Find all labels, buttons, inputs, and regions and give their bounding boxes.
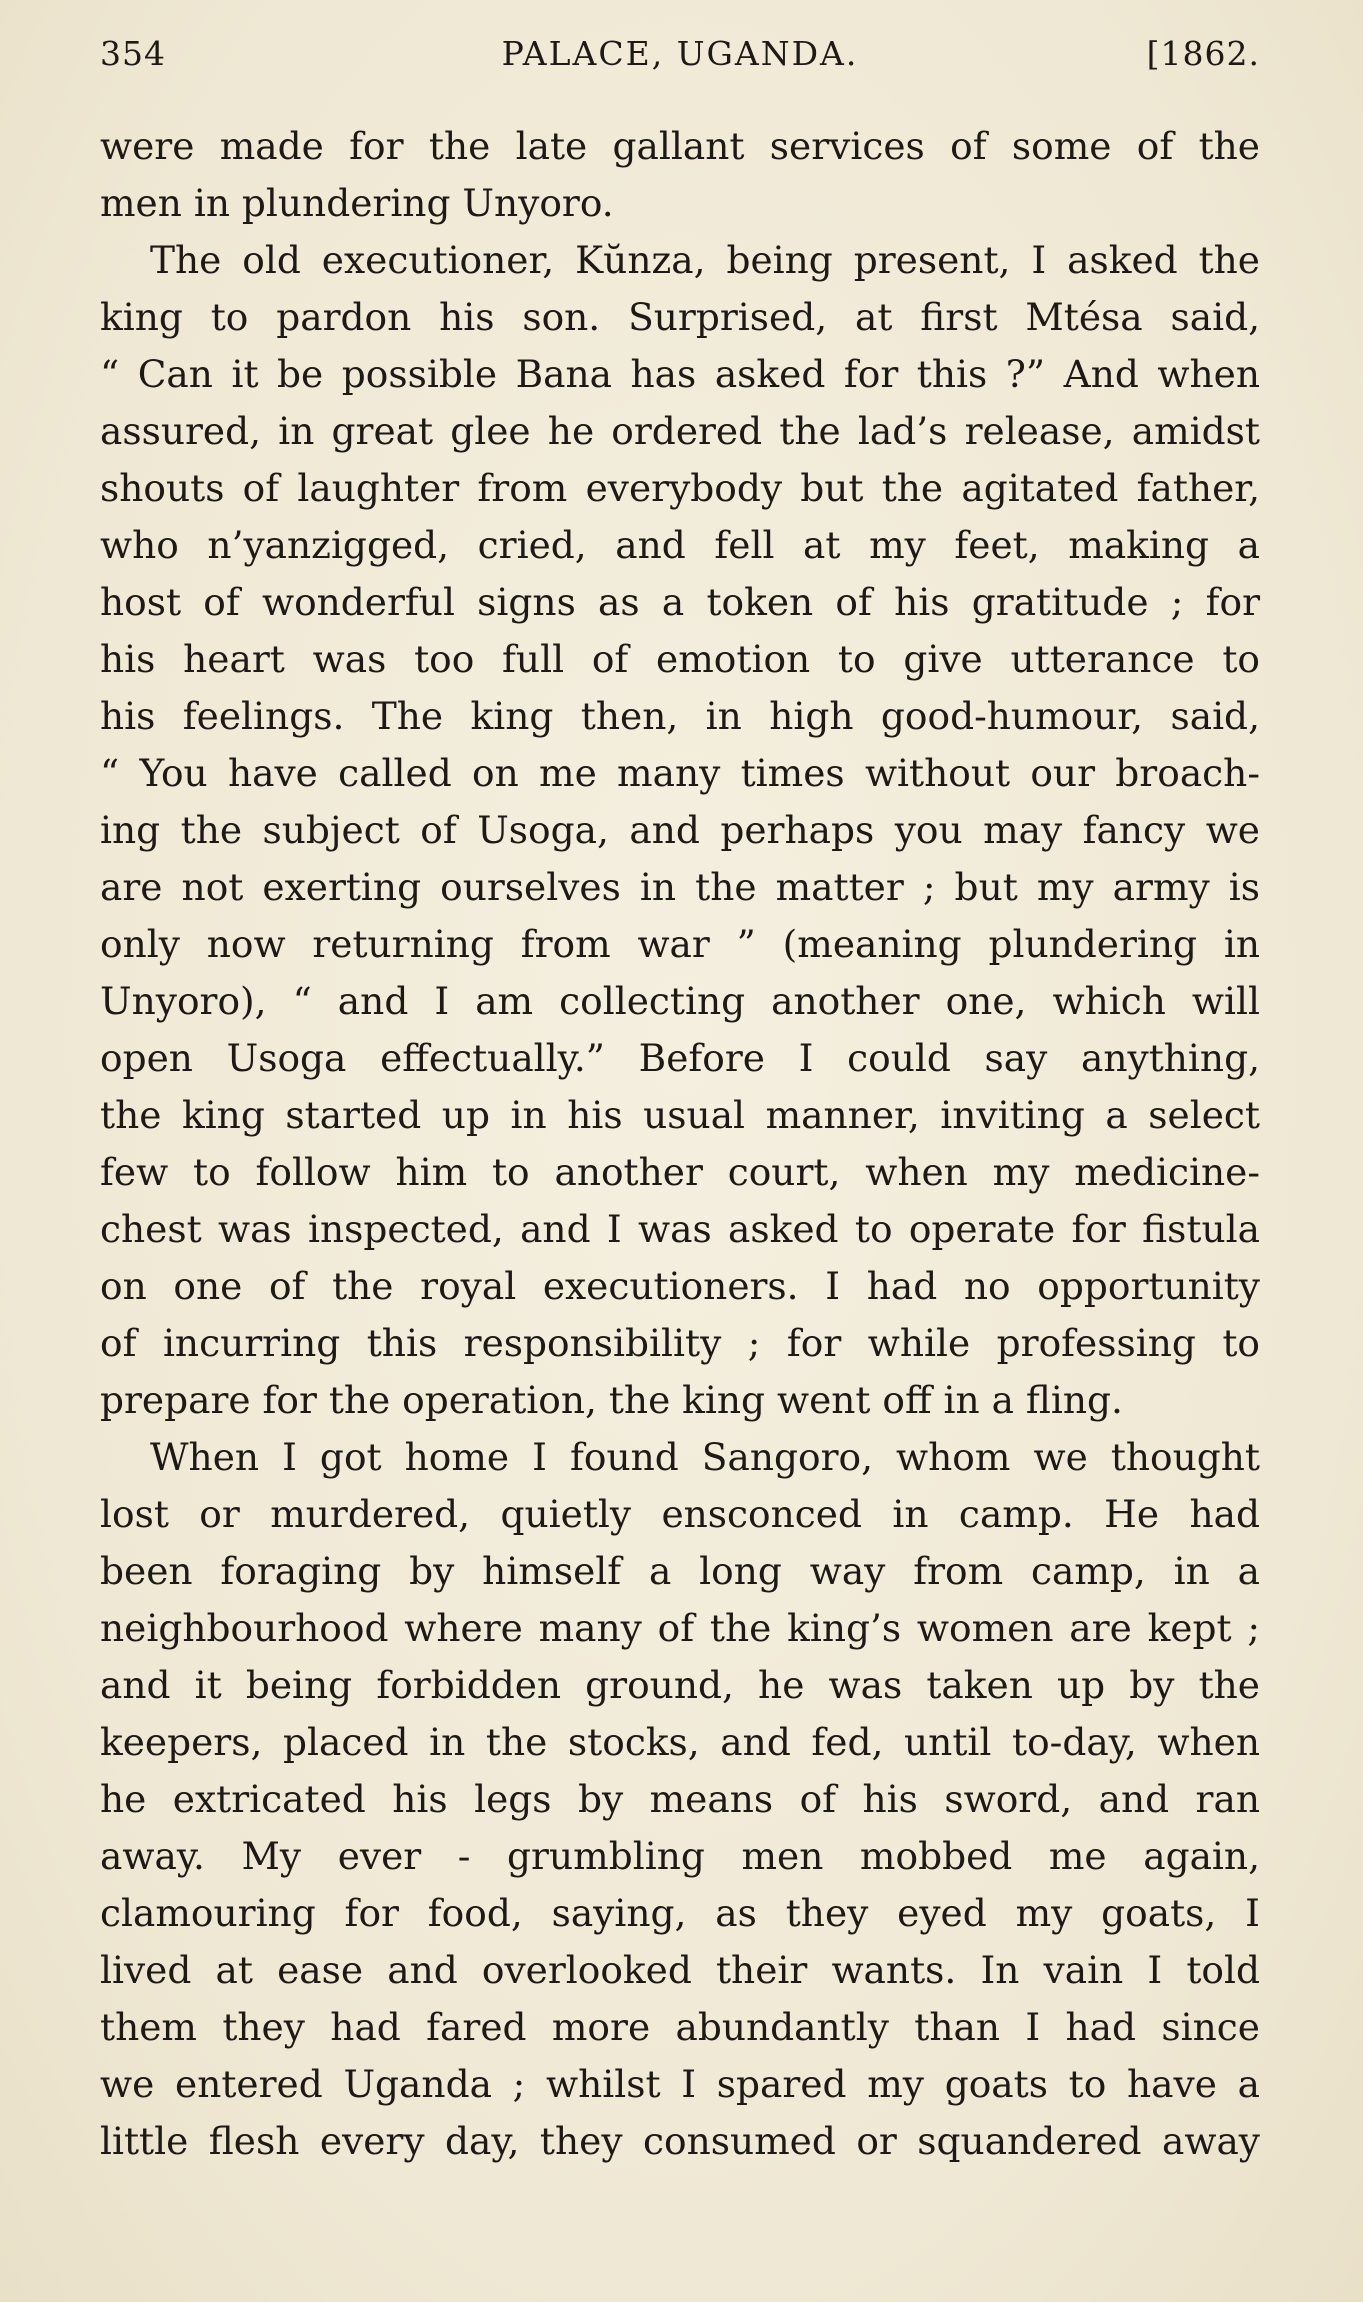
text-line: chest was inspected, and I was asked to operate for fistula [100,1207,1260,1251]
page-number: 354 [100,34,166,73]
body-text [100,118,1260,2170]
text-line: lived at ease and overlooked their wants. In vain I told [100,1948,1260,1992]
text-line: his heart was too full of emotion to give utterance to [100,637,1260,681]
text-line: he extricated his legs by means of his sword, and ran [100,1777,1260,1821]
text-line: and it being forbidden ground, he was taken up by the [100,1663,1260,1707]
text-line: ing the subject of Usoga, and perhaps you may fancy we [100,808,1260,852]
text-line: away. My ever - grumbling men mobbed me again, [100,1834,1260,1878]
text-line: we entered Uganda ; whilst I spared my goats to have a [100,2062,1260,2106]
text-line: king to pardon his son. Surprised, at first Mtésa said, [100,295,1260,339]
text-line: men in plundering Unyoro. [100,181,614,225]
text-line: the king started up in his usual manner, inviting a select [100,1093,1260,1137]
text-line: who n’yanzigged, cried, and fell at my feet, making a [100,523,1260,567]
text-line: been foraging by himself a long way from camp, in a [100,1549,1260,1593]
text-line: of incurring this responsibility ; for while professing to [100,1321,1260,1365]
header-year: [1862. [1146,34,1260,73]
text-line: Unyoro), “ and I am collecting another one, which will [100,979,1260,1023]
text-line: only now returning from war ” (meaning plundering in [100,922,1260,966]
text-line: “ You have called on me many times without our broach- [100,751,1260,795]
text-line: neighbourhood where many of the king’s women are kept ; [100,1606,1260,1650]
text-line: were made for the late gallant services of some of the [100,124,1260,168]
text-line: prepare for the operation, the king went off in a fling. [100,1378,1123,1422]
running-head: PALACE, UGANDA. [501,34,859,73]
text-line: When I got home I found Sangoro, whom we thought [150,1435,1260,1479]
text-line: lost or murdered, quietly ensconced in camp. He had [100,1492,1260,1536]
text-line: keepers, placed in the stocks, and fed, until to-day, when [100,1720,1260,1764]
text-line: are not exerting ourselves in the matter ; but my army is [100,865,1260,909]
text-line: assured, in great glee he ordered the lad’s release, amidst [100,409,1260,453]
text-line: “ Can it be possible Bana has asked for this ?” And when [100,352,1260,396]
text-line: shouts of laughter from everybody but the agitated father, [100,466,1260,510]
text-line: his feelings. The king then, in high good-humour, said, [100,694,1260,738]
text-line: few to follow him to another court, when my medicine- [100,1150,1260,1194]
page-header [100,28,1260,88]
text-line: on one of the royal executioners. I had no opportunity [100,1264,1260,1308]
text-line: clamouring for food, saying, as they eyed my goats, I [100,1891,1260,1935]
text-line: The old executioner, Kŭnza, being present, I asked the [150,238,1260,282]
text-line: them they had fared more abundantly than I had since [100,2005,1260,2049]
text-line: host of wonderful signs as a token of his gratitude ; for [100,580,1260,624]
text-line: open Usoga effectually.” Before I could say anything, [100,1036,1260,1080]
text-line: little flesh every day, they consumed or squandered away [100,2119,1260,2163]
